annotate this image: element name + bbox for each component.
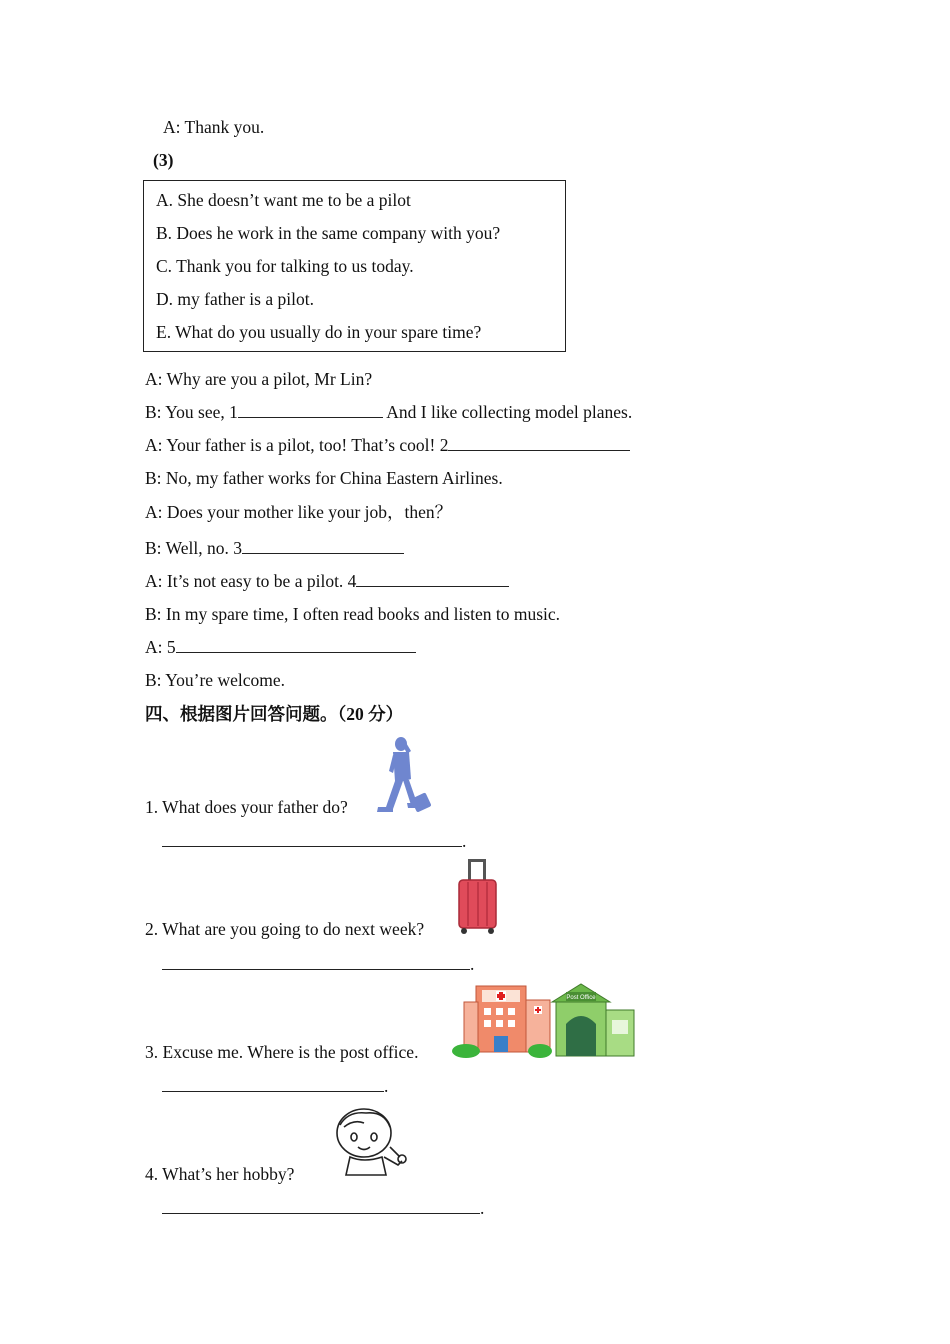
section-4-heading: 四、根据图片回答问题。（20 分） [145, 704, 404, 724]
answer-blank-5[interactable] [176, 636, 416, 653]
dialogue-line-3 [145, 434, 630, 456]
option-a: A. She doesn’t want me to be a pilot [156, 190, 411, 210]
post-office-sign: Post Office [566, 995, 596, 1001]
dialogue-line-2-end: And I like collecting model planes. [382, 402, 633, 422]
question-1: 1. What does your father do? [145, 797, 348, 817]
dialogue-line-7-text: A: It’s not easy to be a pilot. 4 [145, 571, 357, 591]
answer-line-1 [162, 830, 466, 852]
answer-blank-q2[interactable] [162, 953, 470, 970]
answer-line-3 [162, 1075, 388, 1097]
pilot-icon [373, 737, 437, 815]
answer-line-4-period: . [480, 1198, 485, 1218]
dialogue-line-9 [145, 636, 416, 658]
dialogue-line-2 [145, 401, 632, 423]
dialogue-line-5: A: Does your mother like your job，then？ [145, 502, 453, 522]
answer-blank-q1[interactable] [162, 830, 462, 847]
dialogue-line-4: B: No, my father works for China Eastern Airlines. [145, 468, 503, 488]
answer-blank-q3[interactable] [162, 1075, 384, 1092]
intro-line: A: Thank you. [163, 117, 265, 137]
dialogue-line-6-text: B: Well, no. 3 [145, 538, 242, 558]
option-d: D. my father is a pilot. [156, 289, 314, 309]
dialogue-line-1: A: Why are you a pilot, Mr Lin? [145, 369, 373, 389]
answer-blank-4[interactable] [356, 570, 509, 587]
answer-line-4 [162, 1197, 484, 1219]
section-3-label: (3) [153, 150, 174, 170]
dialogue-line-10: B: You’re welcome. [145, 670, 285, 690]
hospital-post-office-icon [452, 980, 638, 1060]
options-box [143, 180, 566, 352]
dialogue-line-8: B: In my spare time, I often read books and listen to music. [145, 604, 561, 624]
option-c: C. Thank you for talking to us today. [156, 256, 414, 276]
answer-blank-3[interactable] [242, 537, 404, 554]
answer-line-2 [162, 953, 474, 975]
option-b: B. Does he work in the same company with you? [156, 223, 501, 243]
dialogue-line-2-start: B: You see, 1 [145, 402, 238, 422]
girl-singing-icon [328, 1105, 412, 1181]
answer-blank-q4[interactable] [162, 1197, 480, 1214]
answer-line-2-period: . [470, 954, 475, 974]
question-2: 2. What are you going to do next week? [145, 919, 425, 939]
answer-blank-1[interactable] [238, 401, 383, 418]
dialogue-line-9-text: A: 5 [145, 637, 176, 657]
question-4: 4. What’s her hobby? [145, 1164, 295, 1184]
question-3: 3. Excuse me. Where is the post office. [145, 1042, 419, 1062]
dialogue-line-6 [145, 537, 404, 559]
suitcase-icon [456, 858, 500, 936]
answer-line-1-period: . [462, 831, 467, 851]
dialogue-line-3-text: A: Your father is a pilot, too! That’s cool! 2 [145, 435, 449, 455]
answer-line-3-period: . [384, 1076, 389, 1096]
option-e: E. What do you usually do in your spare time? [156, 322, 482, 342]
dialogue-line-7 [145, 570, 509, 592]
answer-blank-2[interactable] [448, 434, 630, 451]
